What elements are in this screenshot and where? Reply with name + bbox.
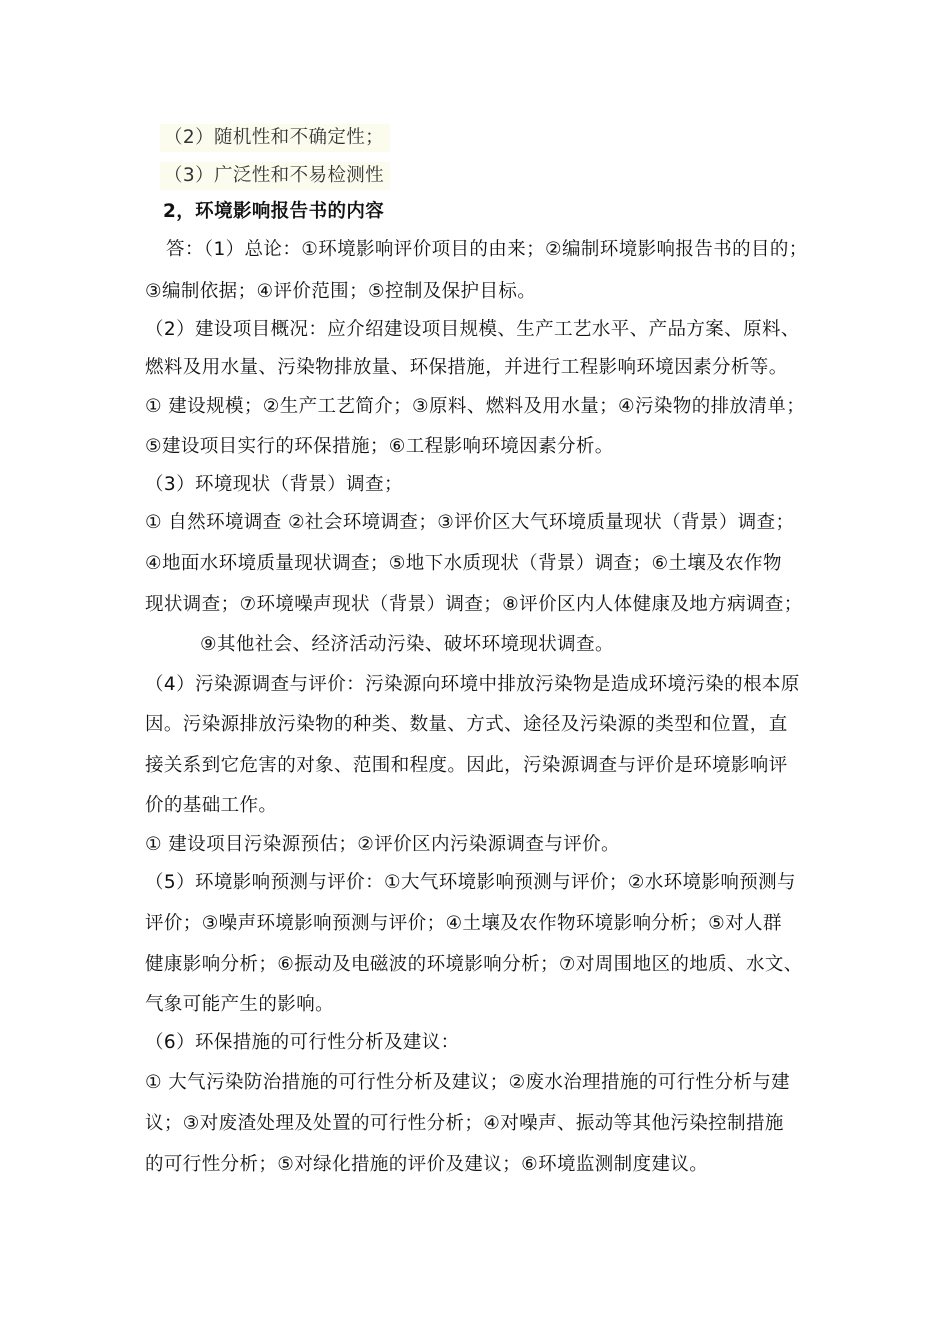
- paragraph-line: 健康影响分析；⑥振动及电磁波的环境影响分析；⑦对周围地区的地质、水文、: [145, 954, 803, 975]
- paragraph-line: 接关系到它危害的对象、范围和程度。因此，污染源调查与评价是环境影响评: [145, 755, 788, 776]
- paragraph-line: 议；③对废渣处理及处置的可行性分析；④对噪声、振动等其他污染控制措施: [145, 1113, 784, 1134]
- paragraph-line: 价的基础工作。: [145, 795, 278, 816]
- paragraph-line: （5）环境影响预测与评价：①大气环境影响预测与评价；②水环境影响预测与: [145, 872, 796, 893]
- paragraph-line: ① 建设项目污染源预估；②评价区内污染源调查与评价。: [145, 834, 620, 855]
- paragraph-line: 燃料及用水量、污染物排放量、环保措施，并进行工程影响环境因素分析等。: [145, 357, 788, 378]
- paragraph-line: 答：（1）总论：①环境影响评价项目的由来；②编制环境影响报告书的目的；: [166, 239, 808, 260]
- paragraph-line: ④地面水环境质量现状调查；⑤地下水质现状（背景）调查；⑥土壤及农作物: [145, 553, 782, 574]
- paragraph-line: 评价；③噪声环境影响预测与评价；④土壤及农作物环境影响分析；⑤对人群: [145, 913, 782, 934]
- paragraph-line: ⑨其他社会、经济活动污染、破坏环境现状调查。: [200, 634, 614, 655]
- paragraph-line: 气象可能产生的影响。: [145, 994, 335, 1015]
- paragraph-line: （4）污染源调查与评价：污染源向环境中排放污染物是造成环境污染的根本原: [145, 674, 800, 695]
- paragraph-line: 因。污染源排放污染物的种类、数量、方式、途径及污染源的类型和位置，直: [145, 714, 788, 735]
- list-item-randomness: （2）随机性和不确定性；: [160, 124, 390, 152]
- paragraph-line: ⑤建设项目实行的环保措施；⑥工程影响环境因素分析。: [145, 436, 614, 457]
- paragraph-line: ① 大气污染防治措施的可行性分析及建议；②废水治理措施的可行性分析与建: [145, 1072, 791, 1093]
- section-heading: 2，环境影响报告书的内容: [163, 201, 385, 222]
- paragraph-line: 的可行性分析；⑤对绿化措施的评价及建议；⑥环境监测制度建议。: [145, 1154, 709, 1175]
- paragraph-line: ① 建设规模；②生产工艺简介；③原料、燃料及用水量；④污染物的排放清单；: [145, 396, 806, 417]
- paragraph-line: （2）建设项目概况：应介绍建设项目规模、生产工艺水平、产品方案、原料、: [145, 319, 800, 340]
- paragraph-line: ① 自然环境调查 ②社会环境调查；③评价区大气环境质量现状（背景）调查；: [145, 512, 795, 533]
- paragraph-line: （3）环境现状（背景）调查；: [145, 474, 403, 495]
- list-item-pervasiveness: （3）广泛性和不易检测性: [160, 162, 390, 190]
- paragraph-line: （6）环保措施的可行性分析及建议：: [145, 1032, 460, 1053]
- paragraph-line: ③编制依据；④评价范围；⑤控制及保护目标。: [145, 281, 537, 302]
- paragraph-line: 现状调查；⑦环境噪声现状（背景）调查；⑧评价区内人体健康及地方病调查；: [145, 594, 803, 615]
